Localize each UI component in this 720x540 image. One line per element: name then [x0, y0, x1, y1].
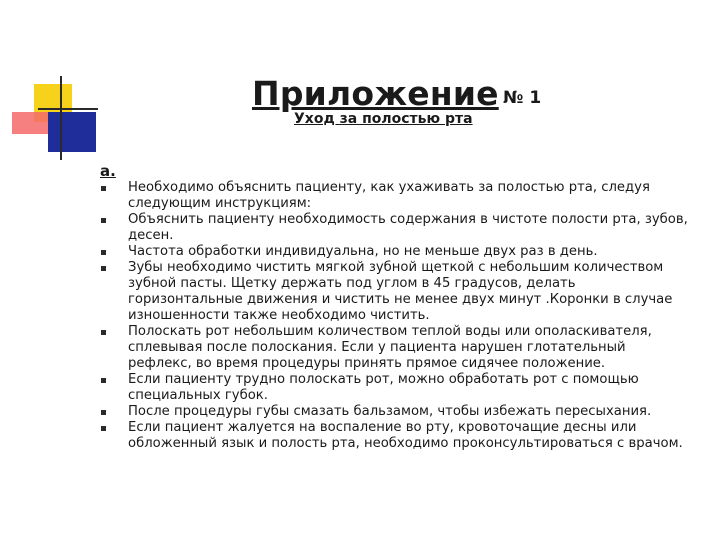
- list-item-text: Объяснить пациенту необходимость содержания в чистоте полости рта, зубов, десен.: [128, 212, 688, 243]
- list-item-text: Зубы необходимо чистить мягкой зубной щеткой с небольшим количеством зубной пасты. Щетку держать под углом в 45 градусов, делать горизонтальные движения и чистить не менее двух минут .Коронки в случае изношенности также необходимо чистить.: [128, 260, 673, 323]
- square-bullet-icon: [101, 378, 106, 383]
- list-item-text: Полоскать рот небольшим количеством теплой воды или ополаскивателя, сплевывая после полоскания. Если у пациента нарушен глотательный рефлекс, во время процедуры принять прямое сидячее положение.: [128, 324, 652, 371]
- list-item: [100, 212, 690, 244]
- square-bullet-icon: [101, 186, 106, 191]
- page-subtitle: Уход за полостью рта: [294, 111, 473, 127]
- list-item-text: Если пациенту трудно полоскать рот, можно обработать рот с помощью специальных губок.: [128, 372, 639, 403]
- decor-horizontal-line: [38, 108, 98, 110]
- square-bullet-icon: [101, 218, 106, 223]
- square-bullet-icon: [101, 266, 106, 271]
- section-marker: а.: [100, 162, 116, 180]
- list-item-text: Если пациент жалуется на воспаление во рту, кровоточащие десны или обложенный язык и полость рта, необходимо проконсультироваться с врачом.: [128, 420, 683, 451]
- list-item: [100, 324, 690, 372]
- list-item: [100, 404, 690, 420]
- square-bullet-icon: [101, 330, 106, 335]
- list-item-text: Необходимо объяснить пациенту, как ухаживать за полостью рта, следуя следующим инструкциям:: [128, 180, 650, 211]
- list-item: [100, 180, 690, 212]
- list-item: [100, 420, 690, 452]
- instruction-list: [100, 180, 690, 452]
- appendix-number: № 1: [503, 88, 542, 108]
- list-item: [100, 372, 690, 404]
- decor-blue-square: [48, 112, 96, 152]
- decor-vertical-line: [60, 76, 62, 160]
- square-bullet-icon: [101, 250, 106, 255]
- list-item: [100, 260, 690, 324]
- page-title: Приложение: [252, 74, 499, 113]
- square-bullet-icon: [101, 410, 106, 415]
- list-item: [100, 244, 690, 260]
- list-item-text: Частота обработки индивидуальна, но не меньше двух раз в день.: [128, 244, 598, 259]
- square-bullet-icon: [101, 426, 106, 431]
- list-item-text: После процедуры губы смазать бальзамом, чтобы избежать пересыхания.: [128, 404, 652, 419]
